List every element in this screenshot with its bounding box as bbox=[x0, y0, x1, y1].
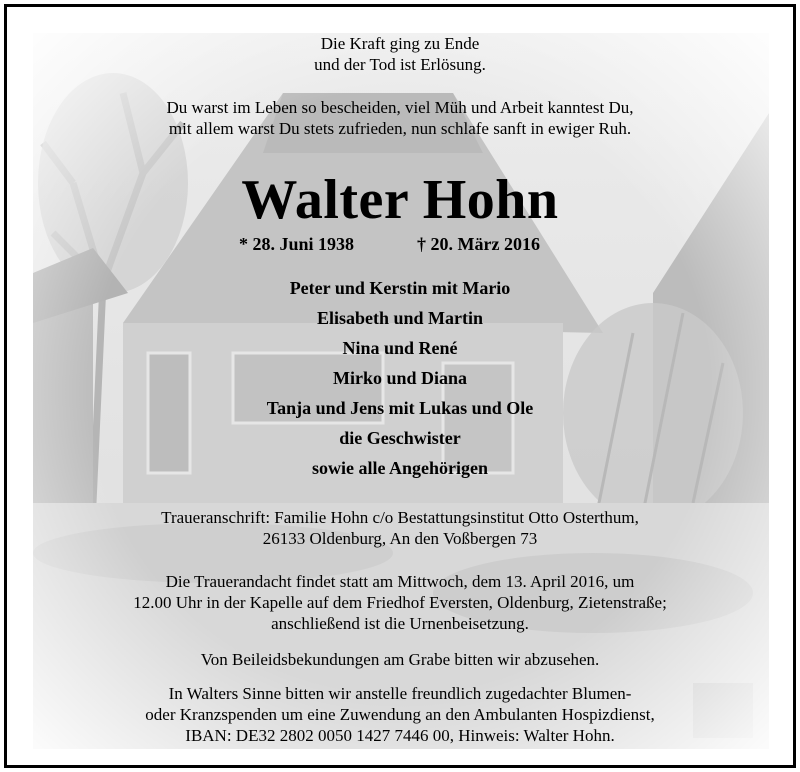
mourner-entry: Peter und Kerstin mit Mario bbox=[289, 278, 511, 298]
service-line: Die Trauerandacht findet statt am Mittwoch, dem 13. April 2016, um bbox=[165, 572, 635, 591]
birth-date: * 28. Juni 1938 bbox=[239, 234, 355, 254]
deceased-name: Walter Hohn bbox=[241, 169, 559, 231]
verse-line: mit allem warst Du stets zufrieden, nun schlafe sanft in ewiger Ruh. bbox=[168, 119, 632, 138]
verse-line: Du warst im Leben so bescheiden, viel Müh und Arbeit kanntest Du, bbox=[166, 98, 634, 117]
address-line: Traueranschrift: Familie Hohn c/o Bestattungsinstitut Otto Osterthum, bbox=[161, 508, 639, 527]
mourner-entry: die Geschwister bbox=[339, 428, 461, 448]
condolence-note: Von Beileidsbekundungen am Grabe bitten wir abzusehen. bbox=[200, 650, 600, 669]
mourner-entry: Tanja und Jens mit Lukas und Ole bbox=[266, 398, 534, 418]
intro-line: und der Tod ist Erlösung. bbox=[314, 55, 486, 74]
donation-line: oder Kranzspenden um eine Zuwendung an den Ambulanten Hospizdienst, bbox=[145, 705, 655, 724]
life-dates bbox=[7, 233, 793, 255]
death-date: † 20. März 2016 bbox=[417, 234, 540, 254]
mourner-entry: sowie alle Angehörigen bbox=[312, 458, 488, 478]
mourner-entry: Nina und René bbox=[342, 338, 458, 358]
life-verse bbox=[7, 97, 793, 139]
intro-verse bbox=[7, 33, 793, 75]
obituary-text bbox=[7, 7, 793, 765]
mourning-address bbox=[7, 507, 793, 549]
address-line: 26133 Oldenburg, An den Voßbergen 73 bbox=[262, 529, 538, 548]
mourner-entry: Mirko und Diana bbox=[332, 368, 468, 388]
obituary-frame bbox=[4, 4, 796, 768]
service-line: anschließend ist die Urnenbeisetzung. bbox=[271, 614, 529, 633]
service-line: 12.00 Uhr in der Kapelle auf dem Friedhof Eversten, Oldenburg, Zietenstraße; bbox=[133, 593, 667, 612]
mourner-entry: Elisabeth und Martin bbox=[316, 308, 484, 328]
intro-line: Die Kraft ging zu Ende bbox=[320, 34, 480, 53]
donation-request bbox=[7, 683, 793, 746]
mourners-list bbox=[7, 273, 793, 483]
service-info bbox=[7, 571, 793, 634]
donation-line: In Walters Sinne bitten wir anstelle freundlich zugedachter Blumen- bbox=[168, 684, 632, 703]
donation-line: IBAN: DE32 2802 0050 1427 7446 00, Hinweis: Walter Hohn. bbox=[185, 726, 615, 745]
